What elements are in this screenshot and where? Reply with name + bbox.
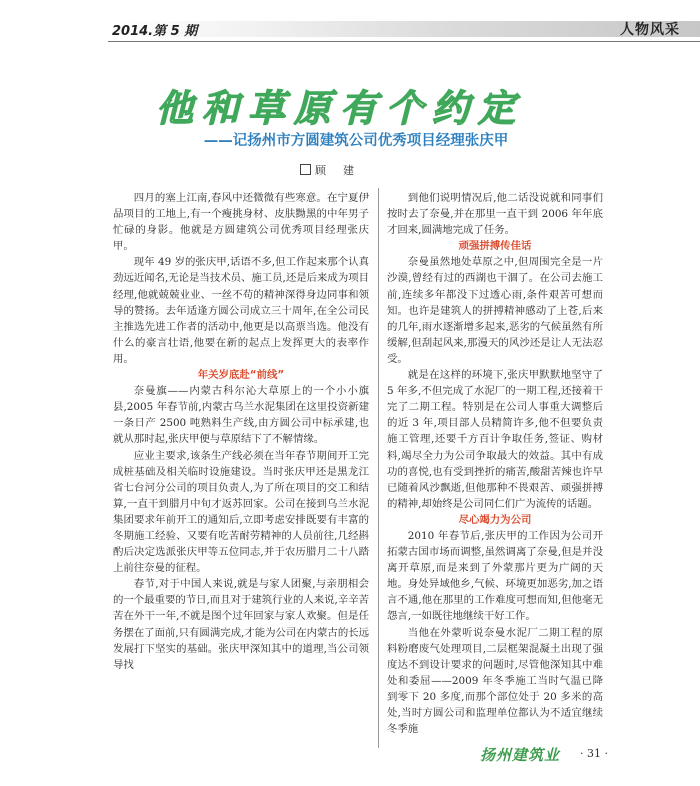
column-divider (378, 188, 379, 748)
page-number: · 31 · (580, 747, 608, 760)
section-heading: 年关岁底赴“前线” (197, 369, 285, 382)
author-name: 顾 建 (315, 164, 357, 177)
section-heading: 顽强拼搏传佳话 (458, 240, 532, 253)
paragraph: 四月的塞上江南,春风中还微微有些寒意。在宁夏伊品项目的工地上,有一个瘦挑身材、皮肤黝黑的中年男子忙碌的身影。他就是方圆建筑公司优秀项目经理张庆甲。 (113, 192, 369, 253)
paragraph: 当他在外蒙听说奈曼水泥厂二期工程的原料粉磨废气处理项目,二层框架混凝土出现了强度达不到设计要求的问题时,尽管他深知其中难处和委屈——2009 年冬季施工当时气温已降到零下 20 多度,而那个部位处于 20 多米的高处,当时方圆公司和监理单位都认为不适宜继续冬季施 (387, 626, 603, 736)
paragraph: 到他们说明情况后,他二话没说就和同事们按时去了奈曼,并在那里一直干到 2006 年年底才回来,圆满地完成了任务。 (387, 192, 603, 237)
paragraph: 春节,对于中国人来说,就是与家人团聚,与亲朋相会的一个最重要的节日,而且对于建筑行业的人来说,辛辛苦苦在外干一年,不就是图个过年回家与家人欢聚。但是任务摆在了面前,只有圆满完成,才能为公司在内蒙古的长远发展打下坚实的基础。张庆甲深知其中的道理,当公司领导找 (113, 578, 369, 671)
paragraph: 奈曼旗——内蒙古科尔沁大草原上的一个小小旗县,2005 年春节前,内蒙古乌兰水泥集团在这里投资新建一条日产 2500 吨熟料生产线,由方圆公司中标承建,也就从那时起,张庆甲便与草原结下了不解情缘。 (113, 385, 369, 446)
issue-label: 2014.第 5 期 (112, 24, 198, 39)
header-rule (108, 41, 700, 42)
right-column (387, 190, 603, 737)
section-label: 人物风采 (620, 22, 680, 38)
section-heading: 尽心竭力为公司 (458, 513, 532, 526)
paragraph: 应业主要求,该条生产线必须在当年春节期间开工完成桩基础及相关临时设施建设。当时张庆甲还是黑龙江省七台河分公司的项目负责人,为了所在项目的交工和结算,一直干到腊月中旬才返苏回家。公司在接到乌兰水泥集团要求年前开工的通知后,立即考虑安排既要有丰富的冬期施工经验、又要有吃苦耐劳精神的人员前往,几经斟酌后决定选派张庆甲等五位同志,并于农历腊月二十八踏上前往奈曼的征程。 (113, 449, 369, 575)
author-line (300, 162, 357, 178)
left-column (113, 190, 369, 673)
article-title: 他和草原有个约定 (156, 86, 524, 130)
running-header (0, 0, 700, 46)
magazine-logo: 扬州建筑业 (480, 746, 561, 764)
paragraph: 2010 年春节后,张庆甲的工作因为公司开拓蒙古国市场而调整,虽然调离了奈曼,但是并没离开草原,而是来到了外蒙那片更为广阔的天地。身处异域他乡,气候、环境更加恶劣,加之语言不通,他在那里的工作难度可想而知,但他毫无怨言,一如既往地继续干好工作。 (387, 529, 603, 623)
paragraph: 奈曼虽然地处草原之中,但周围完全是一片沙漠,曾经有过的西湖也干涸了。在公司去施工前,连续多年都没下过透心雨,条件艰苦可想而知。也许是建筑人的拼搏精神感动了上苍,后来的几年,雨水逐渐增多起来,恶劣的气候虽然有所缓解,但刮起风来,那漫天的风沙还是让人无法忍受。 (387, 256, 603, 365)
author-box-icon (300, 164, 311, 175)
paragraph: 现年 49 岁的张庆甲,话语不多,但工作起来那个认真劲远近闻名,无论是当技术员、施工员,还是后来成为项目经理,他就兢兢业业、一丝不苟的精神深得身边同事和领导的赞扬。去年适逢方圆公司成立三十周年,在全公司民主推选先进工作者的活动中,他更是以高票当选。他没有什么的豪言壮语,他要在新的起点上发挥更大的表率作用。 (113, 256, 369, 365)
article-subtitle: ——记扬州市方圆建筑公司优秀项目经理张庆甲 (203, 133, 509, 149)
header-band (112, 21, 700, 37)
paragraph: 就是在这样的环境下,张庆甲默默地坚守了 5 年多,不但完成了水泥厂的一期工程,还接着干完了二期工程。特别是在公司人事重大调整后的近 3 年,项目部人员精简许多,他不但要负责施工管理,还要千方百计争取任务,签证、购材料,竭尽全力为公司争取最大的效益。其中有成功的喜悦,也有受到挫折的痛苦,酸甜苦辣也许早已随着风沙飘逝,但他那种不畏艰苦、顽强拼搏的精神,却始终是公司同仁们广为流传的话题。 (387, 369, 603, 510)
